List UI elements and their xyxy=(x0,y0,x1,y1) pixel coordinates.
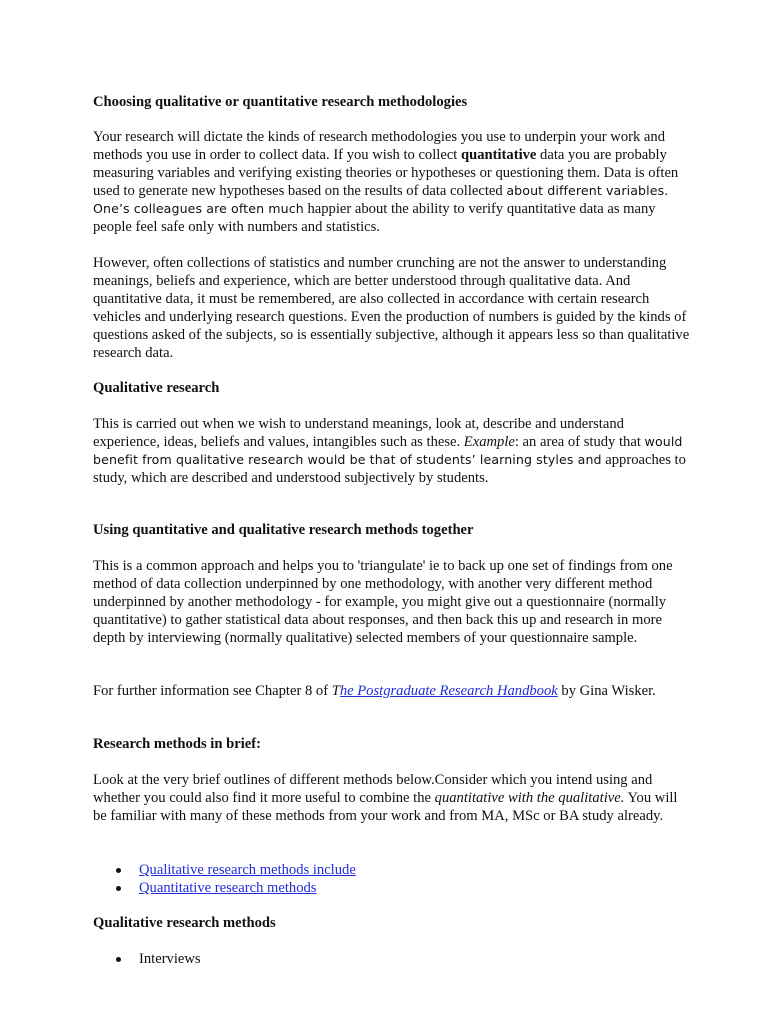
p1-text-e: happier about the ability to verify quantitative data as many people feel safe only with numbers and statistics. xyxy=(93,201,656,235)
bullet-icon xyxy=(116,868,121,873)
p3-sans-fragment: would benefit from qualitative research would be that of students’ learning styles and xyxy=(93,434,683,467)
paragraph-further-information xyxy=(93,682,693,700)
p6-text-c: You will be familiar with many of these methods from your work and from MA, MSc or BA study already. xyxy=(93,790,678,824)
p5-t-italic: T xyxy=(331,683,340,699)
list-item xyxy=(93,879,693,897)
list-item xyxy=(93,861,693,879)
qualitative-methods-link[interactable]: Qualitative research methods include xyxy=(139,862,356,878)
p1-sans-fragment: about different variables. One’s colleagues are often much xyxy=(93,183,669,216)
bullet-icon xyxy=(116,886,121,891)
paragraph-triangulate: This is a common approach and helps you to 'triangulate' ie to back up one set of findings from one method of data collection underpinned by one methodology, with another very different method underpinned by another methodology - for example, you might give out a questionnaire (normally quantitative) to gather statistical data about responses, and then back this up and research in more depth by interviewing (normally qualitative) selected members of your questionnaire sample. xyxy=(93,558,673,646)
p1-text-a: Your research will dictate the kinds of research methodologies you use to underpin your work and methods you use in order to collect data. If you wish to collect xyxy=(93,129,665,163)
heading-methods-in-brief: Research methods in brief: xyxy=(93,736,261,752)
method-links-list xyxy=(93,861,693,897)
paragraph-qualitative-description xyxy=(93,415,693,487)
heading-choosing-methodologies: Choosing qualitative or quantitative research methodologies xyxy=(93,94,468,110)
p3-text-c: : an area of study that xyxy=(514,434,645,450)
p3-text-a: This is carried out when we wish to understand meanings, look at, describe and understand experience, ideas, beliefs and values, intangibles such as these. xyxy=(93,416,624,450)
paragraph-however-statistics: However, often collections of statistics and number crunching are not the answer to understanding meanings, beliefs and experience, which are better understood through qualitative data. And quantitative data, it must be remembered, are also collected in accordance with certain research vehicles and underlying research questions. Even the production of numbers is guided by the kinds of questions asked of the subjects, so is essentially subjective, although it appears less so than qualitative research data. xyxy=(93,255,690,361)
p3-example-italic: Example xyxy=(463,434,515,450)
p1-quantitative-bold: quantitative xyxy=(461,147,537,163)
paragraph-brief-outlines xyxy=(93,771,693,825)
heading-qualitative-research: Qualitative research xyxy=(93,380,220,396)
p5-text-a: For further information see Chapter 8 of xyxy=(93,683,332,699)
paragraph-research-dictates xyxy=(93,128,693,236)
bullet-icon xyxy=(116,957,121,962)
list-item xyxy=(93,950,693,968)
heading-qualitative-methods: Qualitative research methods xyxy=(93,915,276,931)
p3-text-e: approaches to study, which are described and understood subjectively by students. xyxy=(93,452,686,486)
p1-text-c: data you are probably measuring variables and verifying existing theories or hypotheses or questioning them. Data is often used to generate new hypotheses based on the results of data collected xyxy=(93,147,679,199)
qualitative-methods-list xyxy=(93,950,693,968)
postgraduate-handbook-link[interactable]: he Postgraduate Research Handbook xyxy=(339,683,558,699)
p6-italic-combine: quantitative with the qualitative. xyxy=(434,790,625,806)
p6-text-a: Look at the very brief outlines of different methods below.Consider which you intend using and whether you could also find it more useful to combine the xyxy=(93,772,653,806)
method-interviews: Interviews xyxy=(139,951,201,967)
p5-text-c: by Gina Wisker. xyxy=(557,683,656,699)
quantitative-methods-link[interactable]: Quantitative research methods xyxy=(139,880,317,896)
heading-methods-together: Using quantitative and qualitative research methods together xyxy=(93,522,474,538)
